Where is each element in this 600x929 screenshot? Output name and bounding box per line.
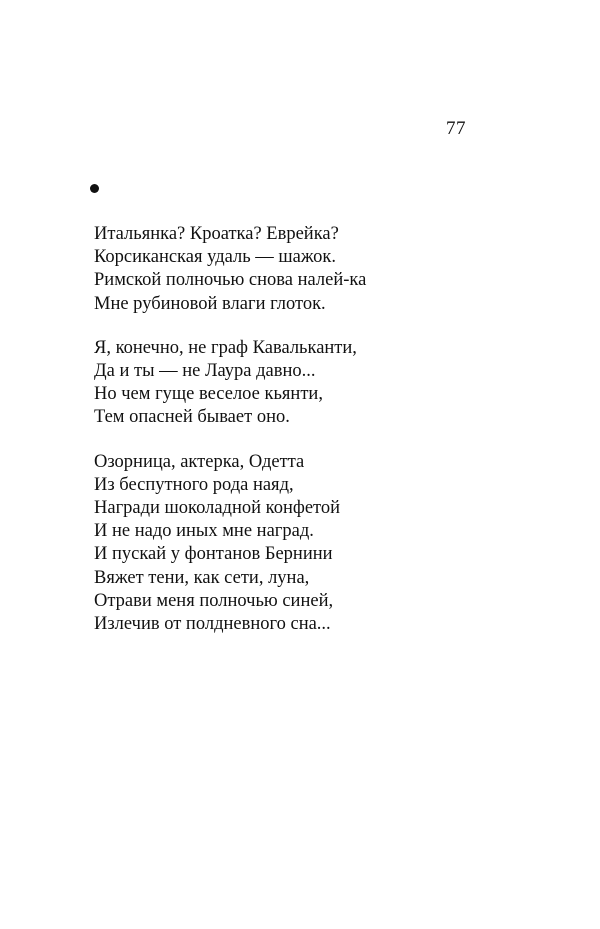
poem-line: Вяжет тени, как сети, луна, [94,567,310,588]
poem-line: Награди шоколадной конфетой [94,498,341,519]
page-number: 77 [446,118,466,139]
poem-line: Отрави меня полночью синей, [94,590,334,611]
poem [94,223,574,657]
bullet-icon [90,184,99,193]
poem-line: Излечив от полдневного сна... [94,614,331,635]
stanza-2 [94,337,574,430]
poem-line: Корсиканская удаль — шажок. [94,247,337,268]
poem-line: И пускай у фонтанов Бернини [94,544,333,565]
poem-line: Римской полночью снова налей-ка [94,270,367,291]
poem-line: Тем опасней бывает оно. [94,407,290,428]
stanza-1 [94,223,574,316]
stanza-3 [94,451,574,637]
poem-line: И не надо иных мне наград. [94,521,314,542]
poem-line: Из беспутного рода наяд, [94,474,294,495]
poem-line: Озорница, актерка, Одетта [94,451,305,472]
poem-line: Я, конечно, не граф Кавальканти, [94,337,357,358]
poem-line: Да и ты — не Лаура давно... [94,361,316,382]
poem-line: Мне рубиновой влаги глоток. [94,293,326,314]
poem-line: Но чем гуще веселое кьянти, [94,384,323,405]
poem-line: Итальянка? Кроатка? Еврейка? [94,224,339,244]
